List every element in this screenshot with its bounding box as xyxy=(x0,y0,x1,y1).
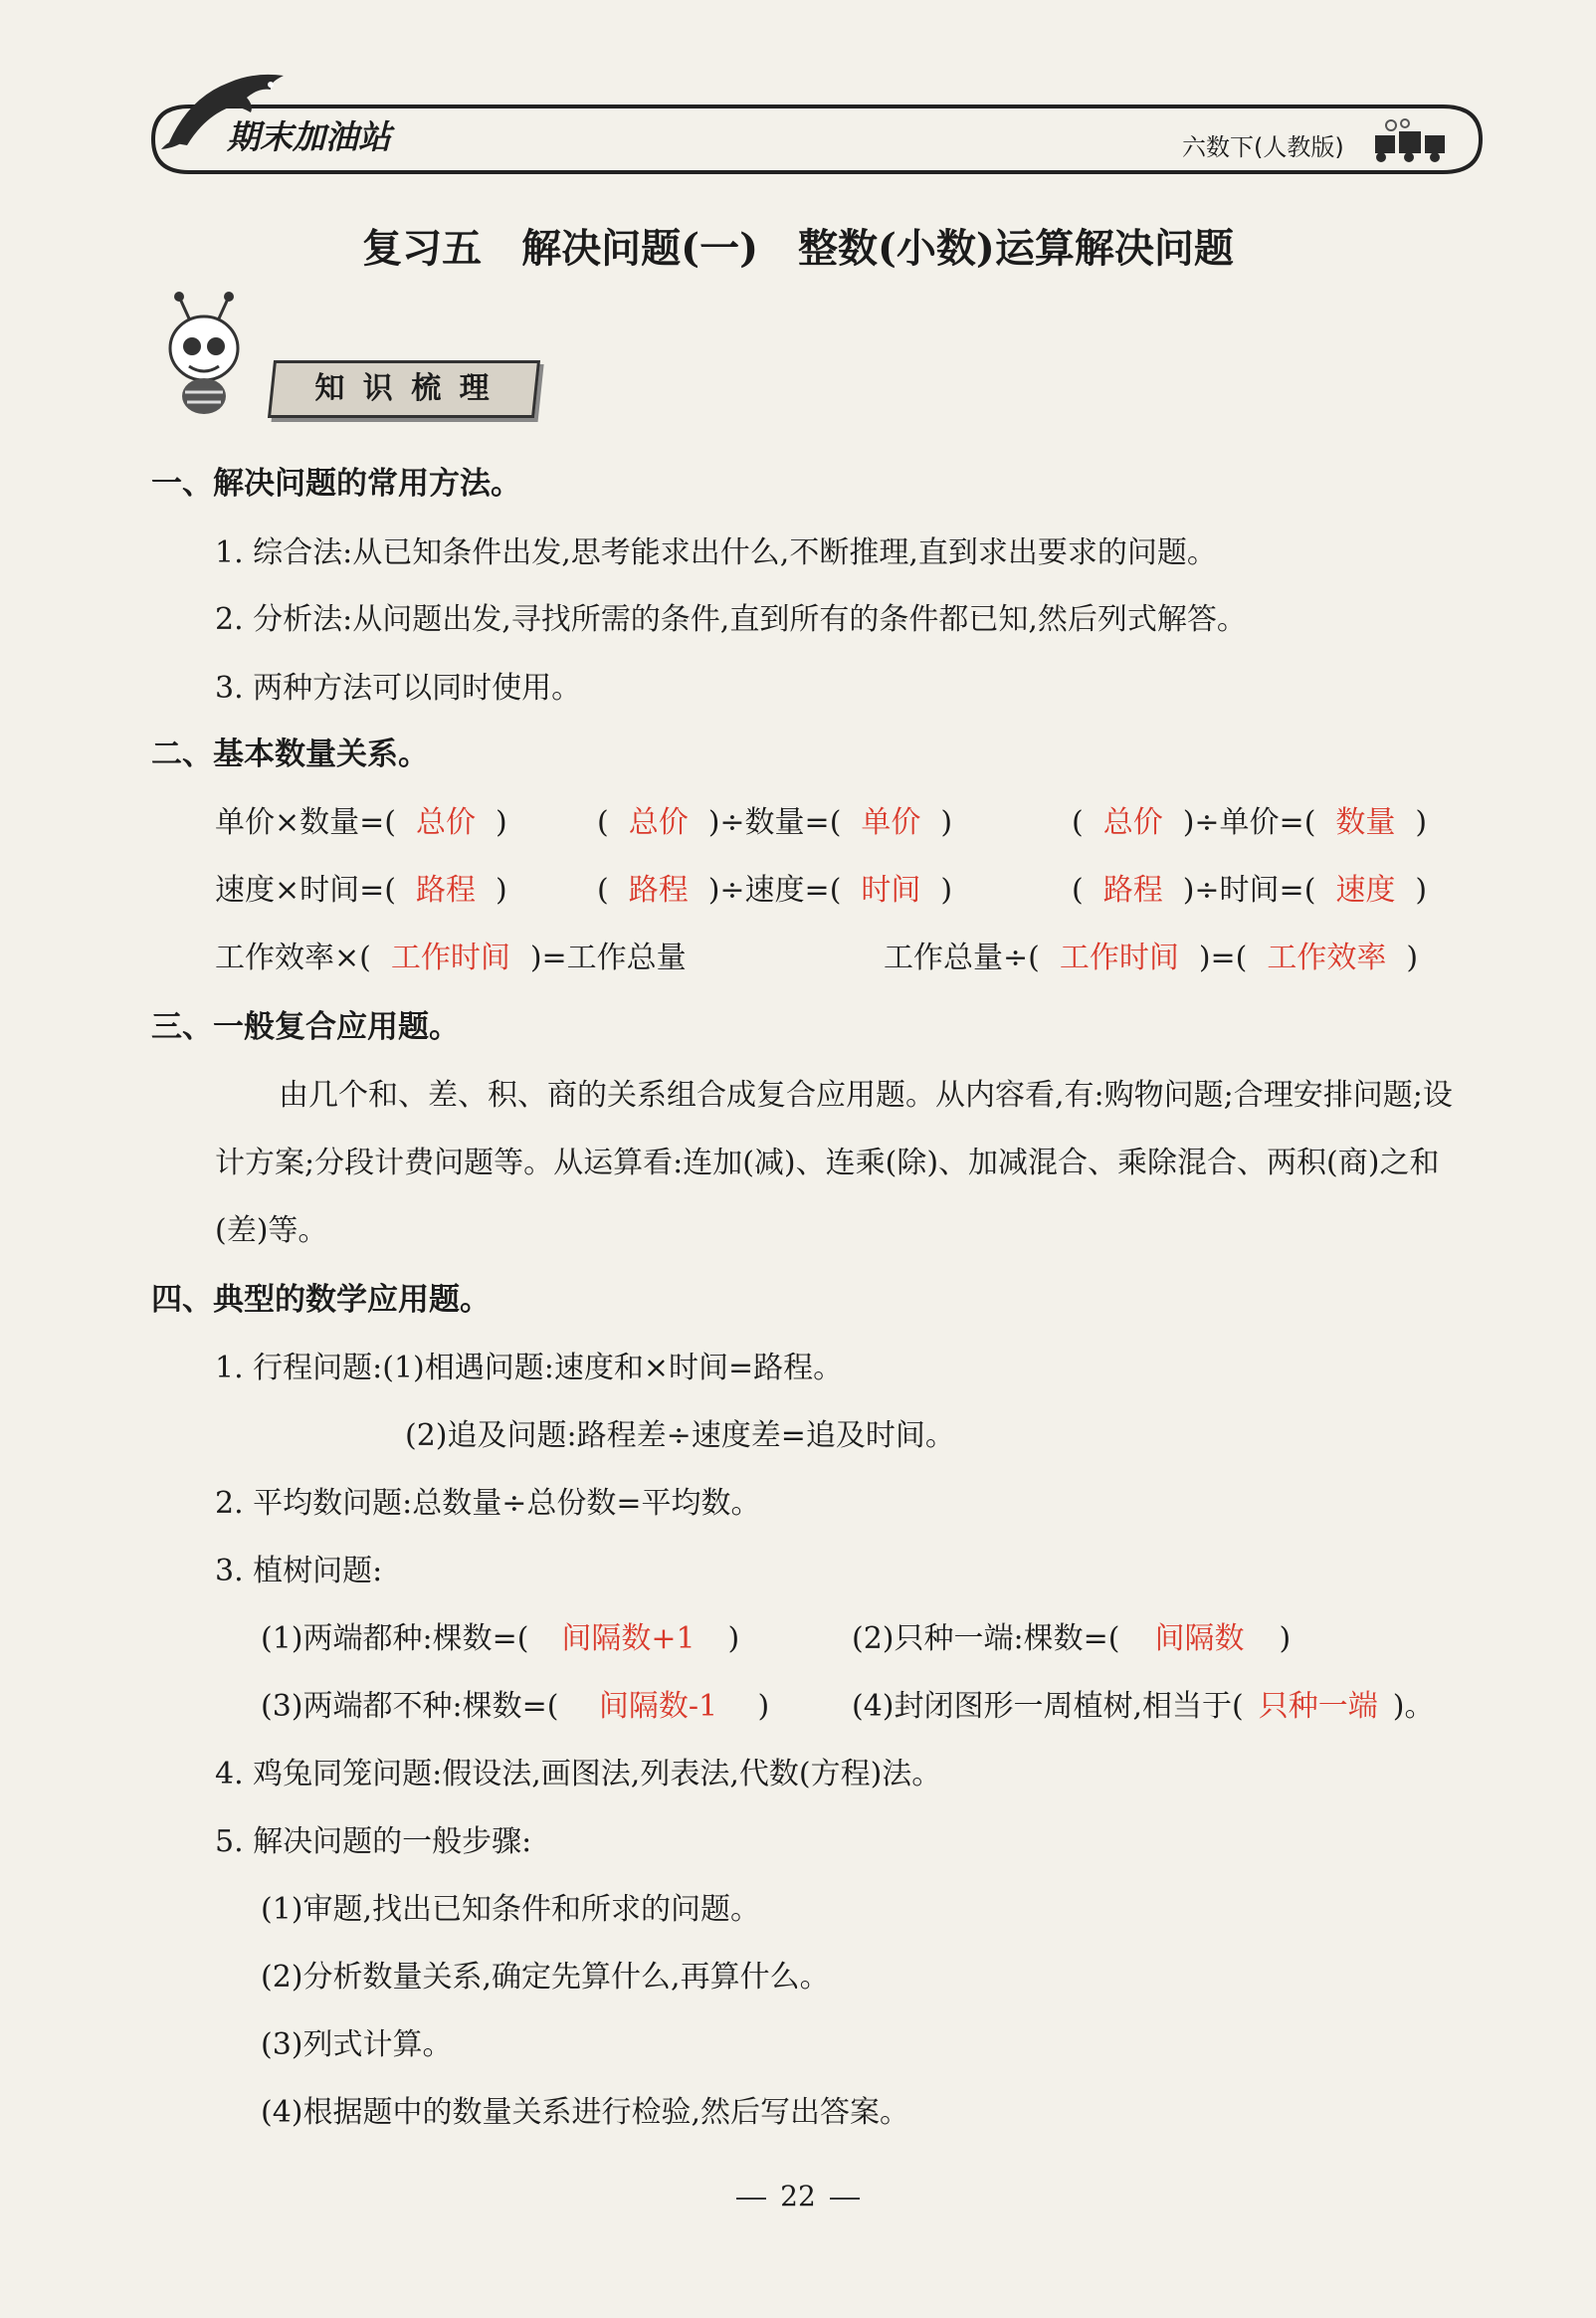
step-3: (3)列式计算。 xyxy=(261,2027,453,2062)
s4-heading: 四、典型的数学应用题。 xyxy=(151,1282,491,1318)
s3-paragraph-2: 计方案;分段计费问题等。从运算看:连加(减)、连乘(除)、加减混合、乘除混合、两积(商)之和 xyxy=(215,1146,1440,1180)
header-brand: 期末加油站 xyxy=(227,117,391,156)
s4-chicken-rabbit: 4. 鸡兔同笼问题:假设法,画图法,列表法,代数(方程)法。 xyxy=(215,1757,942,1791)
header-grade: 六数下(人教版) xyxy=(1182,133,1344,161)
relation-work-2: 工作总量÷( 工作时间 )=( 工作效率 ) xyxy=(884,941,1419,975)
relation-speed-2: ( 路程 )÷速度=( 时间 ) xyxy=(597,873,953,908)
s1-item-1: 1. 综合法:从已知条件出发,思考能求出什么,不断推理,直到求出要求的问题。 xyxy=(215,535,1217,570)
step-2: (2)分析数量关系,确定先算什么,再算什么。 xyxy=(261,1960,830,1995)
s2-heading: 二、基本数量关系。 xyxy=(151,737,429,772)
bee-mascot-icon xyxy=(149,289,259,423)
step-4: (4)根据题中的数量关系进行检验,然后写出答案。 xyxy=(261,2095,910,2130)
relation-unit-price-3: ( 总价 )÷单价=( 数量 ) xyxy=(1072,805,1428,840)
s1-item-2: 2. 分析法:从问题出发,寻找所需的条件,直到所有的条件都已知,然后列式解答。 xyxy=(215,602,1247,637)
train-icon xyxy=(1371,117,1451,167)
s4-average: 2. 平均数问题:总数量÷总份数=平均数。 xyxy=(215,1486,761,1521)
s4-steps-title: 5. 解决问题的一般步骤: xyxy=(215,1824,532,1859)
s4-tree-title: 3. 植树问题: xyxy=(215,1554,383,1588)
tree-no-ends: (3)两端都不种:棵数=( 间隔数-1 ) xyxy=(261,1689,770,1724)
s3-heading: 三、一般复合应用题。 xyxy=(151,1009,460,1045)
s3-paragraph-1: 由几个和、差、积、商的关系组合成复合应用题。从内容看,有:购物问题;合理安排问题;设 xyxy=(279,1078,1453,1113)
tree-one-end: (2)只种一端:棵数=( 间隔数 ) xyxy=(852,1621,1292,1656)
tree-both-ends: (1)两端都种:棵数=( 间隔数+1 ) xyxy=(261,1621,740,1656)
tree-closed-loop: (4)封闭图形一周植树,相当于( 只种一端 )。 xyxy=(852,1689,1435,1724)
s1-item-3: 3. 两种方法可以同时使用。 xyxy=(215,671,582,706)
knowledge-badge xyxy=(268,360,540,418)
s1-heading: 一、解决问题的常用方法。 xyxy=(151,466,521,502)
relation-speed-3: ( 路程 )÷时间=( 速度 ) xyxy=(1072,873,1428,908)
page-title: 复习五 解决问题(一) 整数(小数)运算解决问题 xyxy=(362,225,1234,272)
s3-paragraph-3: (差)等。 xyxy=(215,1213,328,1248)
relation-work-1: 工作效率×( 工作时间 )=工作总量 xyxy=(215,941,687,975)
s4-travel-meet: 1. 行程问题:(1)相遇问题:速度和×时间=路程。 xyxy=(215,1351,844,1385)
page-number: 22 xyxy=(0,2180,1596,2213)
badge-label: 知 识 梳 理 xyxy=(314,371,494,406)
step-1: (1)审题,找出已知条件和所求的问题。 xyxy=(261,1892,761,1927)
relation-speed-1: 速度×时间=( 路程 ) xyxy=(215,873,507,908)
relation-unit-price-2: ( 总价 )÷数量=( 单价 ) xyxy=(597,805,953,840)
relation-unit-price-1: 单价×数量=( 总价 ) xyxy=(215,805,507,840)
s4-travel-chase: (2)追及问题:路程差÷速度差=追及时间。 xyxy=(405,1418,955,1453)
